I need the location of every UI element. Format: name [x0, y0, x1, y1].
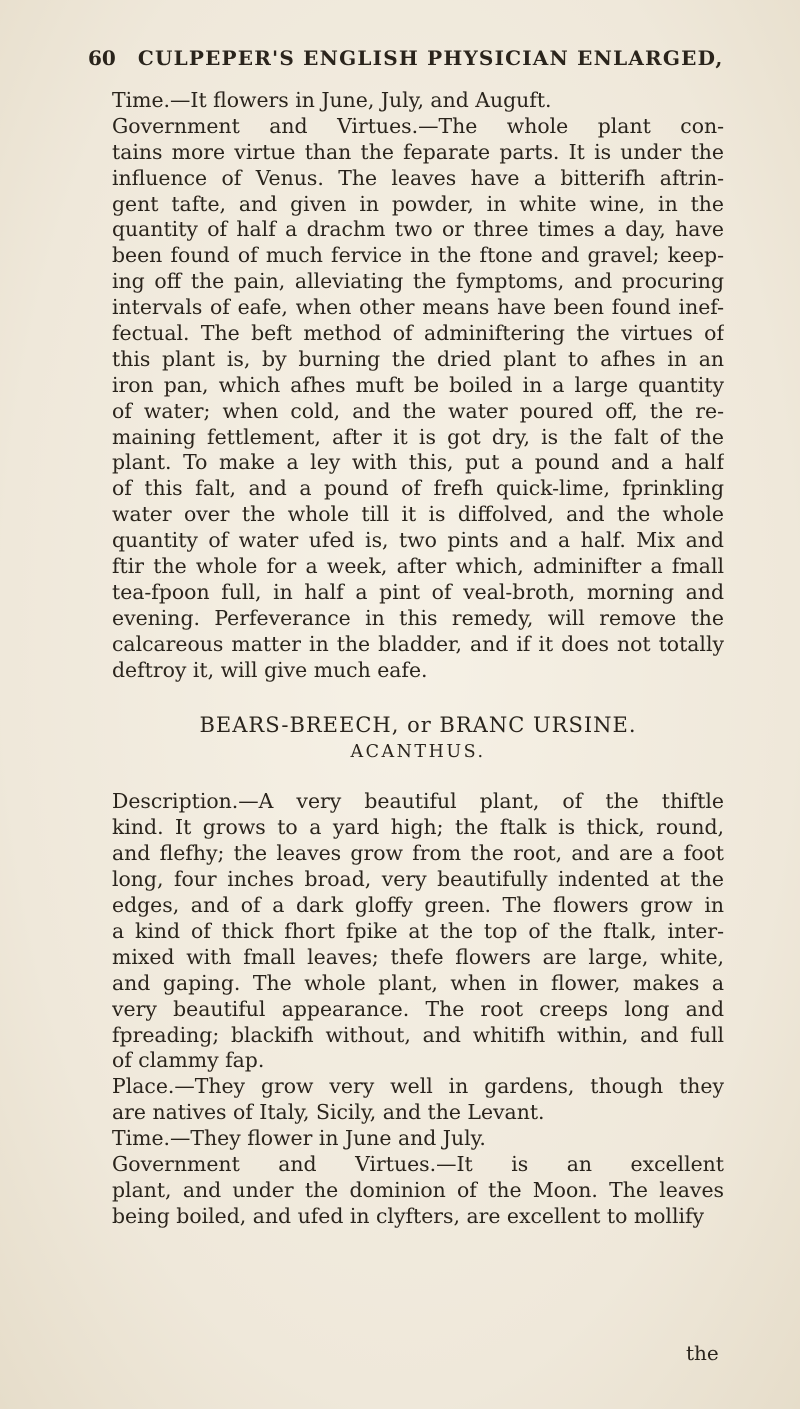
- text-line: influence of Venus. The leaves have a bitterifh aftrin-: [112, 165, 724, 190]
- text-line: plant, and under the dominion of the Moon. The leaves: [112, 1177, 724, 1202]
- section-subheading: ACANTHUS.: [350, 742, 486, 763]
- text-line: been found of much fervice in the ftone and gravel; keep-: [112, 243, 724, 268]
- text-line: Time.—It flowers in June, July, and Auguft.: [112, 88, 552, 112]
- text-line: edges, and of a dark gloffy green. The flowers grow in: [112, 893, 724, 918]
- text-line: fectual. The beft method of adminiftering the virtues of: [112, 321, 724, 346]
- text-line: fpreading; blackifh without, and whitifh within, and full: [112, 1022, 724, 1047]
- text-line: mixed with fmall leaves; thefe flowers are large, white,: [112, 944, 724, 969]
- text-line: maining fettlement, after it is got dry, is the falt of the: [112, 424, 724, 449]
- text-line: evening. Perfeverance in this remedy, will remove the: [112, 605, 724, 630]
- text-line: very beautiful appearance. The root creeps long and: [112, 996, 724, 1021]
- text-line: gent tafte, and given in powder, in white wine, in the: [112, 191, 724, 216]
- text-line: kind. It grows to a yard high; the ftalk is thick, round,: [112, 815, 724, 840]
- text-line: Government and Virtues.—The whole plant con-: [112, 113, 724, 138]
- text-line: of water; when cold, and the water poured off, the re-: [112, 398, 724, 423]
- section-description: [112, 789, 724, 1229]
- text-line: of clammy fap.: [112, 1048, 265, 1073]
- text-line: calcareous matter in the bladder, and if it does not totally: [112, 631, 724, 656]
- text-line: this plant is, by burning the dried plant to afhes in an: [112, 346, 724, 371]
- text-line: Time.—They flower in June and July.: [112, 1126, 486, 1151]
- text-line: ing off the pain, alleviating the fymptoms, and procuring: [112, 269, 724, 294]
- section-time-government: [112, 88, 724, 683]
- text-line: Government and Virtues.—It is an excellent: [112, 1151, 724, 1176]
- text-line: quantity of water ufed is, two pints and a half. Mix and: [112, 528, 724, 553]
- text-line: and flefhy; the leaves grow from the root, and are a foot: [112, 841, 724, 866]
- section-heading: BEARS-BREECH, or BRANC URSINE.: [199, 713, 637, 738]
- text-line: Place.—They grow very well in gardens, though they: [112, 1074, 724, 1099]
- text-line: water over the whole till it is diffolved, and the whole: [112, 502, 724, 527]
- running-title: CULPEPER'S ENGLISH PHYSICIAN ENLARGED,: [137, 46, 724, 70]
- running-head: [88, 46, 724, 70]
- text-line: deftroy it, will give much eafe.: [112, 657, 428, 682]
- catchword: the: [686, 1341, 719, 1365]
- text-line: ftir the whole for a week, after which, adminifter a fmall: [112, 554, 724, 579]
- page-number: 60: [88, 46, 116, 70]
- text-line: and gaping. The whole plant, when in flower, makes a: [112, 970, 724, 995]
- text-line: iron pan, which afhes muft be boiled in a large quantity: [112, 372, 724, 397]
- text-line: long, four inches broad, very beautifully indented at the: [112, 867, 724, 892]
- body-text: [112, 88, 724, 1230]
- text-line: tains more virtue than the feparate parts. It is under the: [112, 139, 724, 164]
- text-line: intervals of eafe, when other means have been found inef-: [112, 295, 724, 320]
- text-line: are natives of Italy, Sicily, and the Levant.: [112, 1100, 545, 1125]
- text-line: of this falt, and a pound of frefh quick-lime, fprinkling: [112, 476, 724, 501]
- text-line: tea-fpoon full, in half a pint of veal-broth, morning and: [112, 579, 724, 604]
- text-line: being boiled, and ufed in clyfters, are excellent to mollify: [112, 1203, 705, 1228]
- text-line: plant. To make a ley with this, put a pound and a half: [112, 450, 724, 475]
- text-line: quantity of half a drachm two or three times a day, have: [112, 217, 724, 242]
- text-line: a kind of thick fhort fpike at the top of the ftalk, inter-: [112, 918, 724, 943]
- text-line: Description.—A very beautiful plant, of the thiftle: [112, 789, 724, 814]
